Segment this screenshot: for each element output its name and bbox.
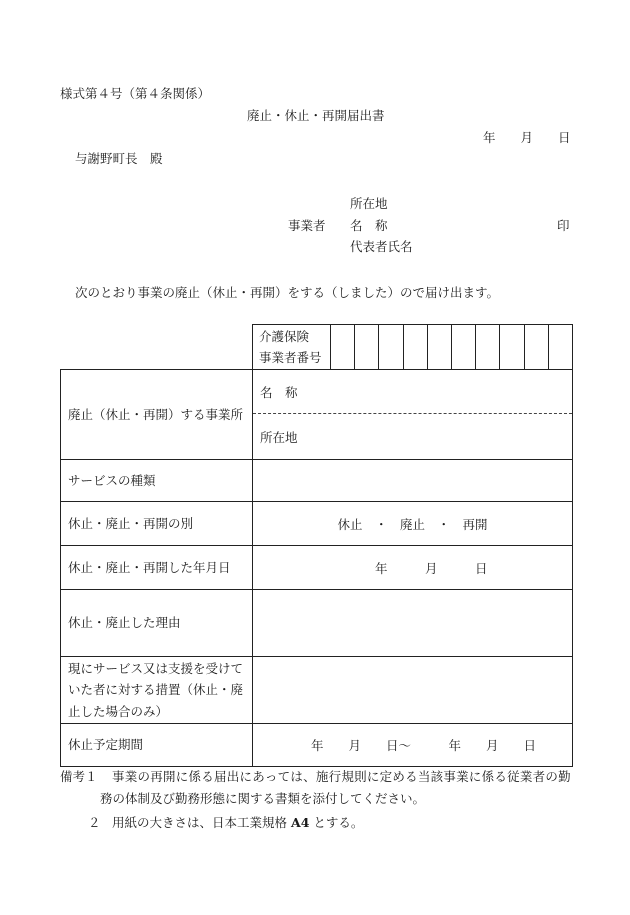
applicant-name-label: 名 称 [350, 218, 388, 233]
business-number-digit-box[interactable] [524, 325, 548, 370]
business-number-digit-box[interactable] [451, 325, 475, 370]
form-number: 様式第４号（第４条関係） [60, 86, 211, 101]
period-field[interactable]: 年 月 日～ 年 月 日 [253, 724, 573, 767]
measures-label: 現にサービス又は支援を受けていた者に対する措置（休止・廃止した場合のみ） [61, 657, 253, 724]
establishment-address-label: 所在地 [260, 429, 298, 445]
reason-field[interactable] [253, 590, 573, 657]
applicant-location-label: 所在地 [350, 196, 388, 211]
note-2-emphasis: A4 [291, 815, 310, 830]
business-number-digit-box[interactable] [476, 325, 500, 370]
table-row-category [61, 502, 573, 546]
period-label: 休止予定期間 [61, 724, 253, 767]
note-1-line2: 務の体制及び勤務形態に関する書類を添付してください。 [100, 791, 426, 806]
business-number-label-line2: 事業者番号 [259, 350, 322, 365]
business-number-digit-box[interactable] [331, 325, 355, 370]
business-number-digit-box[interactable] [548, 325, 572, 370]
business-number-digit-box[interactable] [427, 325, 451, 370]
business-number-digit-box[interactable] [403, 325, 427, 370]
business-number-digit-box[interactable] [379, 325, 403, 370]
date-field[interactable]: 年 月 日 [253, 546, 573, 590]
establishment-name-field[interactable] [253, 370, 572, 414]
establishment-address-field[interactable] [253, 414, 572, 459]
table-row-period [61, 724, 573, 767]
establishment-name-label: 名 称 [260, 384, 298, 400]
table-row-date [61, 546, 573, 590]
category-options[interactable]: 休止 ・ 廃止 ・ 再開 [253, 502, 573, 546]
seal-mark: 印 [557, 218, 570, 233]
business-number-label-line1: 介護保険 [259, 329, 310, 344]
table-row-reason [61, 590, 573, 657]
service-type-field[interactable] [253, 460, 573, 502]
note-2-text-before: 用紙の大きさは、日本工業規格 [112, 815, 288, 830]
addressee: 与謝野町長 殿 [75, 151, 163, 166]
establishment-label: 廃止（休止・再開）する事業所 [61, 370, 253, 460]
date-label: 休止・廃止・再開した年月日 [61, 546, 253, 590]
note-2-text [112, 816, 363, 829]
measures-field[interactable] [253, 657, 573, 724]
business-number-digit-box[interactable] [500, 325, 524, 370]
note-2-text-after: とする。 [313, 815, 364, 830]
form-title: 廃止・休止・再開届出書 [247, 108, 385, 123]
table-row-service-type [61, 460, 573, 502]
category-label: 休止・廃止・再開の別 [61, 502, 253, 546]
business-number-label [253, 325, 331, 370]
establishment-value [253, 370, 573, 460]
note-2-number: ２ [88, 815, 101, 830]
applicant-representative-label: 代表者氏名 [350, 239, 413, 254]
notification-table [60, 369, 573, 767]
service-type-label: サービスの種類 [61, 460, 253, 502]
business-number-box [252, 324, 573, 370]
business-number-digit-box[interactable] [355, 325, 379, 370]
note-1-number: 備考１ [60, 769, 98, 784]
table-row-establishment [61, 370, 573, 460]
reason-label: 休止・廃止した理由 [61, 590, 253, 657]
applicant-business-label: 事業者 [288, 218, 326, 233]
table-row-measures [61, 657, 573, 724]
intro-statement: 次のとおり事業の廃止（休止・再開）をする（しました）ので届け出ます。 [75, 285, 500, 300]
submission-date: 年 月 日 [483, 130, 571, 145]
note-1-line1: 事業の再開に係る届出にあっては、施行規則に定める当該事業に係る従業者の勤 [112, 769, 571, 784]
